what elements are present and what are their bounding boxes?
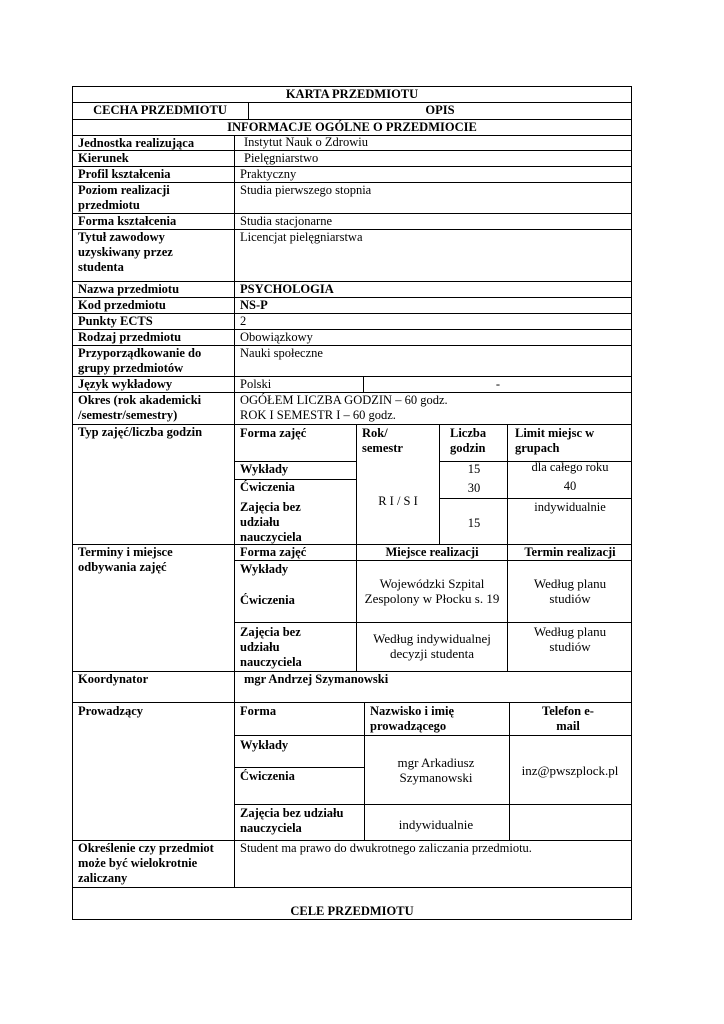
- course-card-table: [72, 86, 632, 920]
- schedule-term-2: Według planu studiów: [533, 624, 607, 654]
- hours-lecture-limit: dla całego roku: [531, 460, 609, 474]
- hours-exercise-value: 30: [467, 481, 481, 495]
- period-label: Okres (rok akademicki /semestr/semestry): [78, 393, 202, 422]
- hours-col-form: Forma zajęć: [240, 426, 307, 440]
- schedule-form-exercise: Ćwiczenia: [240, 593, 295, 607]
- direction-value: Pielęgniarstwo: [244, 151, 319, 165]
- teachers-form-self: Zajęcia bez udziału nauczyciela: [240, 806, 344, 835]
- type-label: Rodzaj przedmiotu: [78, 330, 182, 344]
- schedule-form-lecture: Wykłady: [240, 562, 289, 576]
- ects-label: Punkty ECTS: [78, 314, 153, 328]
- code-value: NS-P: [240, 298, 268, 312]
- level-label: Poziom realizacji przedmiotu: [78, 183, 170, 212]
- hours-col-hours: Liczba godzin: [450, 426, 487, 455]
- unit-value: Instytut Nauk o Zdrowiu: [244, 135, 368, 149]
- type-value: Obowiązkowy: [240, 330, 313, 344]
- coordinator-label: Koordynator: [78, 672, 149, 686]
- degree-label: Tytuł zawodowy uzyskiwany przez studenta: [78, 230, 173, 274]
- hours-self-limit: indywidualnie: [534, 500, 606, 514]
- name-label: Nazwa przedmiotu: [78, 282, 180, 296]
- schedule-term-1: Według planu studiów: [533, 576, 607, 606]
- group-label: Przyporządkowanie do grupy przedmiotów: [78, 346, 202, 375]
- repeat-value: Student ma prawo do dwukrotnego zaliczania przedmiotu.: [240, 841, 532, 855]
- card-title: KARTA PRZEDMIOTU: [285, 87, 419, 101]
- schedule-col-term: Termin realizacji: [524, 545, 616, 559]
- schedule-col-place: Miejsce realizacji: [385, 545, 479, 559]
- language-value-2: -: [495, 377, 501, 391]
- teachers-col-contact: Telefon e-mail: [542, 704, 594, 733]
- language-value: Polski: [240, 377, 272, 391]
- hours-exercise-limit: 40: [563, 479, 577, 493]
- section-goals-heading: CELE PRZEDMIOTU: [290, 904, 414, 918]
- schedule-form-self: Zajęcia bez udziału nauczyciela: [240, 625, 302, 669]
- hours-self-value: 15: [467, 516, 481, 530]
- profile-value: Praktyczny: [240, 167, 297, 181]
- hours-col-limit: Limit miejsc w grupach: [515, 426, 595, 455]
- level-value: Studia pierwszego stopnia: [240, 183, 372, 197]
- teachers-label: Prowadzący: [78, 704, 144, 718]
- header-description: OPIS: [425, 103, 455, 117]
- repeat-label: Określenie czy przedmiot może być wielokrotnie zaliczany: [78, 841, 214, 885]
- hours-form-lecture: Wykłady: [240, 462, 289, 476]
- teachers-col-form: Forma: [240, 704, 277, 718]
- teachers-col-name: Nazwisko i imię prowadzącego: [370, 704, 455, 733]
- period-line-2: ROK I SEMESTR I – 60 godz.: [240, 408, 396, 422]
- header-feature: CECHA PRZEDMIOTU: [93, 103, 227, 117]
- section-general-heading: INFORMACJE OGÓLNE O PRZEDMIOCIE: [227, 120, 477, 134]
- hours-form-self: Zajęcia bez udziału nauczyciela: [240, 500, 302, 544]
- ects-value: 2: [240, 314, 247, 328]
- hours-label: Typ zajęć/liczba godzin: [78, 425, 203, 439]
- form-label: Forma kształcenia: [78, 214, 177, 228]
- period-line-1: OGÓŁEM LICZBA GODZIN – 60 godz.: [240, 393, 448, 407]
- name-value: PSYCHOLOGIA: [240, 282, 334, 296]
- teachers-form-lecture: Wykłady: [240, 738, 289, 752]
- language-label: Język wykładowy: [78, 377, 173, 391]
- degree-value: Licencjat pielęgniarstwa: [240, 230, 363, 244]
- coordinator-value: mgr Andrzej Szymanowski: [244, 672, 389, 686]
- hours-year-value: R I / S I: [378, 494, 418, 508]
- schedule-place-1: Wojewódzki Szpital Zespolony w Płocku s. 19: [364, 576, 500, 606]
- hours-form-exercise: Ćwiczenia: [240, 480, 295, 494]
- schedule-label: Terminy i miejsce odbywania zajęć: [78, 545, 173, 574]
- teachers-contact-1: inz@pwszplock.pl: [521, 763, 619, 778]
- form-value: Studia stacjonarne: [240, 214, 332, 228]
- schedule-place-2: Według indywidualnej decyzji studenta: [373, 631, 491, 661]
- teachers-name-1: mgr Arkadiusz Szymanowski: [397, 755, 475, 785]
- unit-label: Jednostka realizująca: [78, 136, 195, 150]
- group-value: Nauki społeczne: [240, 346, 323, 360]
- direction-label: Kierunek: [78, 151, 129, 165]
- teachers-form-exercise: Ćwiczenia: [240, 769, 295, 783]
- code-label: Kod przedmiotu: [78, 298, 166, 312]
- hours-lecture-value: 15: [467, 462, 481, 476]
- hours-col-year: Rok/ semestr: [362, 426, 403, 455]
- profile-label: Profil kształcenia: [78, 167, 171, 181]
- teachers-name-2: indywidualnie: [398, 817, 474, 832]
- schedule-col-form: Forma zajęć: [240, 545, 307, 559]
